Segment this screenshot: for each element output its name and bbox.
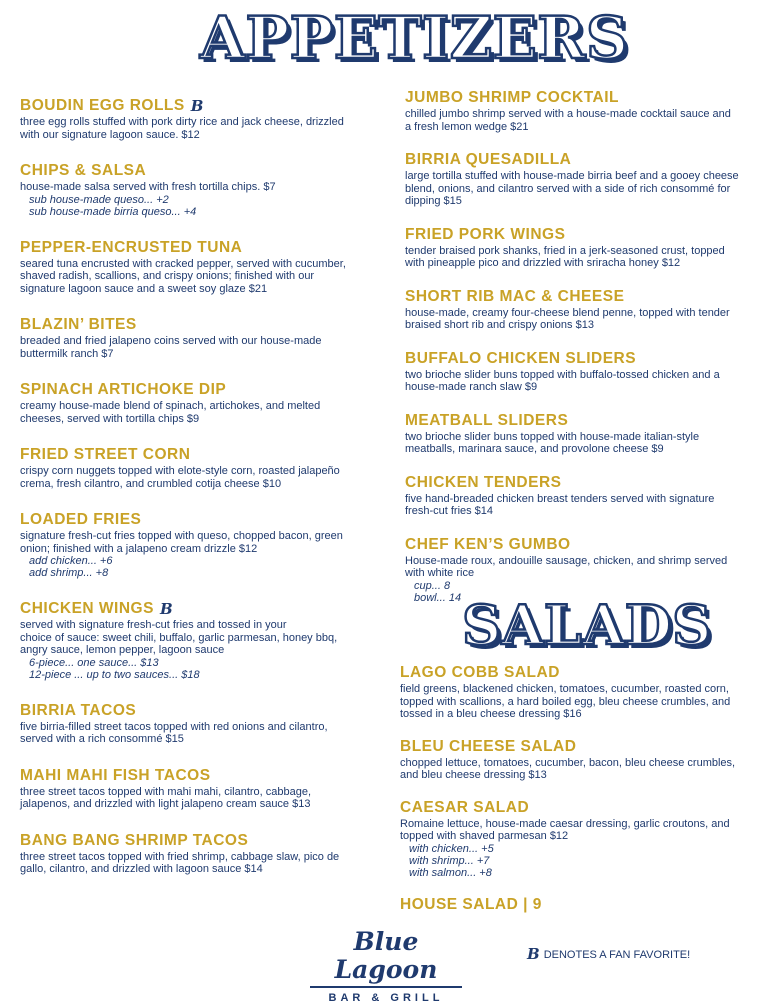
menu-item-description: choice of sauce: sweet chili, buffalo, garlic parmesan, honey bbq, [20, 631, 338, 644]
menu-item-description: angry sauce, lemon pepper, lagoon sauce [20, 644, 225, 656]
menu-item-description: blend, onions, and cilantro served with a side of rich consommé for [405, 182, 731, 195]
menu-item-option: with salmon... +8 [409, 866, 492, 879]
menu-item-name: BANG BANG SHRIMP TACOS [20, 831, 249, 849]
menu-item-name: MAHI MAHI FISH TACOS [20, 766, 211, 784]
logo-subtitle: BAR & GRILL [328, 992, 444, 1004]
menu-item-option: add chicken... +6 [29, 555, 113, 567]
menu-item-description: a fresh lemon wedge $21 [405, 120, 529, 133]
menu-item [20, 701, 375, 746]
menu-item-description: tender braised pork shanks, fried in a jerk-seasoned crust, topped [405, 244, 725, 257]
salads-heading: SALADS [462, 593, 712, 657]
menu-item-option: sub house-made birria queso... +4 [29, 205, 197, 218]
fan-favorite-b-icon: B [527, 945, 540, 963]
menu-item-description: two brioche slider buns topped with buffalo-tossed chicken and a [405, 368, 720, 381]
menu-item [20, 445, 375, 490]
menu-item-title [20, 96, 375, 116]
menu-item-description: meatballs, marinara sauce, and provolone cheese $9 [405, 443, 664, 455]
menu-item [405, 88, 755, 133]
menu-item [20, 380, 375, 425]
menu-item [400, 798, 755, 879]
menu-item-title [20, 238, 375, 258]
menu-item-description: gallo, cilantro, and drizzled with lagoon sauce $14 [20, 863, 263, 875]
fan-favorite-b-icon: B [159, 599, 174, 618]
menu-item [405, 225, 755, 270]
house-salad-title: HOUSE SALAD | 9 [400, 895, 542, 913]
menu-item-description: House-made roux, andouille sausage, chicken, and shrimp served [405, 554, 728, 567]
fan-favorite-b-icon: B [190, 96, 204, 115]
menu-item [405, 150, 755, 208]
menu-item [20, 161, 375, 218]
menu-item-name: FRIED PORK WINGS [405, 225, 566, 243]
menu-item-option: 6-piece... one sauce... $13 [29, 656, 159, 669]
menu-item-description: seared tuna encrusted with cracked pepper, served with cucumber, [20, 257, 346, 270]
menu-item-description: served with a rich consommé $15 [20, 733, 184, 745]
menu-item-description: three egg rolls stuffed with pork dirty rice and jack cheese, drizzled [20, 116, 344, 128]
menu-item-description: cheeses, served with tortilla chips $9 [20, 412, 200, 425]
menu-item-option: sub house-made queso... +2 [29, 193, 169, 206]
menu-item-title [20, 831, 375, 851]
menu-item-description: crispy corn nuggets topped with elote-style corn, roasted jalapeño [20, 465, 340, 477]
menu-item [405, 287, 755, 332]
menu-item-name: FRIED STREET CORN [20, 446, 191, 463]
menu-item [20, 238, 375, 296]
menu-item [20, 831, 375, 876]
menu-item-description: shaved radish, scallions, and crispy onions; finished with our [20, 270, 315, 282]
menu-item-description: large tortilla stuffed with house-made birria beef and a gooey cheese [405, 170, 739, 182]
menu-item-option: with chicken... +5 [409, 842, 494, 855]
menu-item-description: tossed in a bleu cheese dressing $16 [400, 708, 582, 720]
menu-item-title [405, 473, 755, 493]
menu-item-name: SHORT RIB MAC & CHEESE [405, 287, 625, 305]
fan-favorite-legend [527, 947, 690, 962]
menu-item-description: three street tacos topped with mahi mahi, cilantro, cabbage, [20, 785, 312, 798]
menu-item-title [20, 510, 375, 530]
menu-item-title [20, 380, 375, 400]
menu-item-description: signature fresh-cut fries topped with queso, chopped bacon, green [20, 530, 343, 542]
menu-item-description: chopped lettuce, tomatoes, cucumber, bacon, bleu cheese crumbles, [400, 756, 736, 769]
menu-item-description: with white rice [405, 567, 475, 579]
menu-item-description: signature lagoon sauce and a sweet soy glaze $21 [20, 282, 268, 295]
menu-item-title [405, 225, 755, 245]
menu-item-title [20, 315, 375, 335]
menu-item [400, 737, 755, 782]
menu-item-name: PEPPER-ENCRUSTED TUNA [20, 238, 243, 256]
menu-item-option: add shrimp... +8 [29, 567, 109, 579]
menu-item-description: jalapenos, and drizzled with light jalapeno cream sauce $13 [20, 798, 311, 810]
menu-item-description: house-made, creamy four-cheese blend penne, topped with tender [405, 306, 730, 319]
menu-item-name: CHICKEN TENDERS [405, 473, 562, 491]
menu-item-description: field greens, blackened chicken, tomatoes, cucumber, roasted corn, [400, 683, 729, 695]
menu-item [20, 96, 375, 141]
menu-item-title [405, 411, 755, 431]
menu-item-description: crema, fresh cilantro, and crumbled cotija cheese $10 [20, 477, 282, 490]
menu-item-description: fresh-cut fries $14 [405, 505, 494, 517]
menu-item-name: JUMBO SHRIMP COCKTAIL [405, 89, 620, 106]
salads-column [400, 663, 755, 915]
menu-item-title [20, 599, 375, 619]
menu-item-title [405, 150, 755, 170]
menu-item-name: BUFFALO CHICKEN SLIDERS [405, 349, 637, 367]
menu-item-title [405, 88, 755, 108]
fan-favorite-note: DENOTES A FAN FAVORITE! [543, 948, 691, 961]
menu-item-description: house-made salsa served with fresh tortilla chips. $7 [20, 181, 276, 193]
menu-item-description: breaded and fried jalapeno coins served with our house-made [20, 335, 322, 347]
menu-item-name: BIRRIA QUESADILLA [405, 151, 572, 168]
menu-item-description: buttermilk ranch $7 [20, 347, 114, 360]
salad-items [400, 663, 755, 879]
menu-item-name: CHIPS & SALSA [20, 162, 147, 179]
menu-item-description: house-made ranch slaw $9 [405, 381, 538, 393]
menu-item-description: served with signature fresh-cut fries and tossed in your [20, 619, 287, 631]
menu-item-title [20, 701, 375, 721]
menu-item-description: chilled jumbo shrimp served with a house-made cocktail sauce and [405, 108, 731, 120]
menu-item-name: BLAZIN’ BITES [20, 316, 137, 333]
menu-item-description: creamy house-made blend of spinach, artichokes, and melted [20, 400, 321, 412]
menu-item-title [20, 161, 375, 181]
menu-item-name: BOUDIN EGG ROLLS [20, 97, 185, 114]
menu-item-title [20, 445, 375, 465]
menu-item [405, 349, 755, 394]
menu-item [20, 315, 375, 360]
menu-item-description: five hand-breaded chicken breast tenders served with signature [405, 492, 715, 505]
menu-item-description: with our signature lagoon sauce. $12 [20, 128, 200, 141]
menu-item-description: onion; finished with a jalapeno cream drizzle $12 [20, 542, 258, 555]
menu-item-name: LAGO COBB SALAD [400, 664, 560, 681]
appetizers-left-column [20, 96, 375, 896]
menu-item-title [400, 798, 755, 818]
menu-item-name: LOADED FRIES [20, 511, 142, 528]
menu-item-option: cup... 8 [414, 579, 451, 592]
menu-item-title [405, 287, 755, 307]
menu-item-title [400, 737, 755, 757]
menu-item-option: 12-piece ... up to two sauces... $18 [29, 668, 200, 681]
menu-item-name: CHEF KEN’S GUMBO [405, 535, 571, 553]
menu-item-description: five birria-filled street tacos topped with red onions and cilantro, [20, 720, 328, 733]
menu-item-title [405, 349, 755, 369]
appetizers-right-column [405, 88, 755, 621]
menu-item-description: dipping $15 [405, 195, 462, 207]
restaurant-logo [300, 928, 472, 1004]
appetizers-heading: APPETIZERS [200, 4, 629, 72]
menu-item-description: topped with shaved parmesan $12 [400, 830, 569, 842]
menu-item [20, 599, 375, 681]
menu-item [20, 766, 375, 811]
menu-item-description: with pineapple pico and drizzled with sriracha honey $12 [405, 257, 681, 269]
menu-item-description: two brioche slider buns topped with house-made italian-style [405, 430, 700, 443]
menu-item-name: BIRRIA TACOS [20, 701, 137, 719]
menu-item-option: with shrimp... +7 [409, 854, 490, 867]
menu-item [400, 663, 755, 721]
menu-item-description: braised short rib and crispy onions $13 [405, 319, 594, 331]
menu-item-description: three street tacos topped with fried shrimp, cabbage slaw, pico de [20, 850, 340, 863]
menu-item-title [405, 535, 755, 555]
menu-item-name: CAESAR SALAD [400, 798, 530, 816]
menu-item-title [20, 766, 375, 786]
menu-item [20, 510, 375, 579]
logo-divider [310, 986, 462, 988]
menu-item-description: topped with scallions, a hard boiled egg, bleu cheese crumbles, and [400, 695, 731, 708]
menu-item-description: Romaine lettuce, house-made caesar dressing, garlic croutons, and [400, 817, 730, 830]
menu-item [405, 473, 755, 518]
menu-item-name: MEATBALL SLIDERS [405, 411, 569, 429]
menu-item-name: SPINACH ARTICHOKE DIP [20, 381, 227, 398]
menu-item-title [400, 663, 755, 683]
menu-item-option: bowl... 14 [414, 591, 462, 604]
menu-item-description: and bleu cheese dressing $13 [400, 769, 547, 781]
menu-item [405, 411, 755, 456]
menu-item-name: CHICKEN WINGS [20, 600, 154, 617]
logo-name: Blue Lagoon [334, 927, 438, 984]
menu-item-name: BLEU CHEESE SALAD [400, 737, 577, 755]
